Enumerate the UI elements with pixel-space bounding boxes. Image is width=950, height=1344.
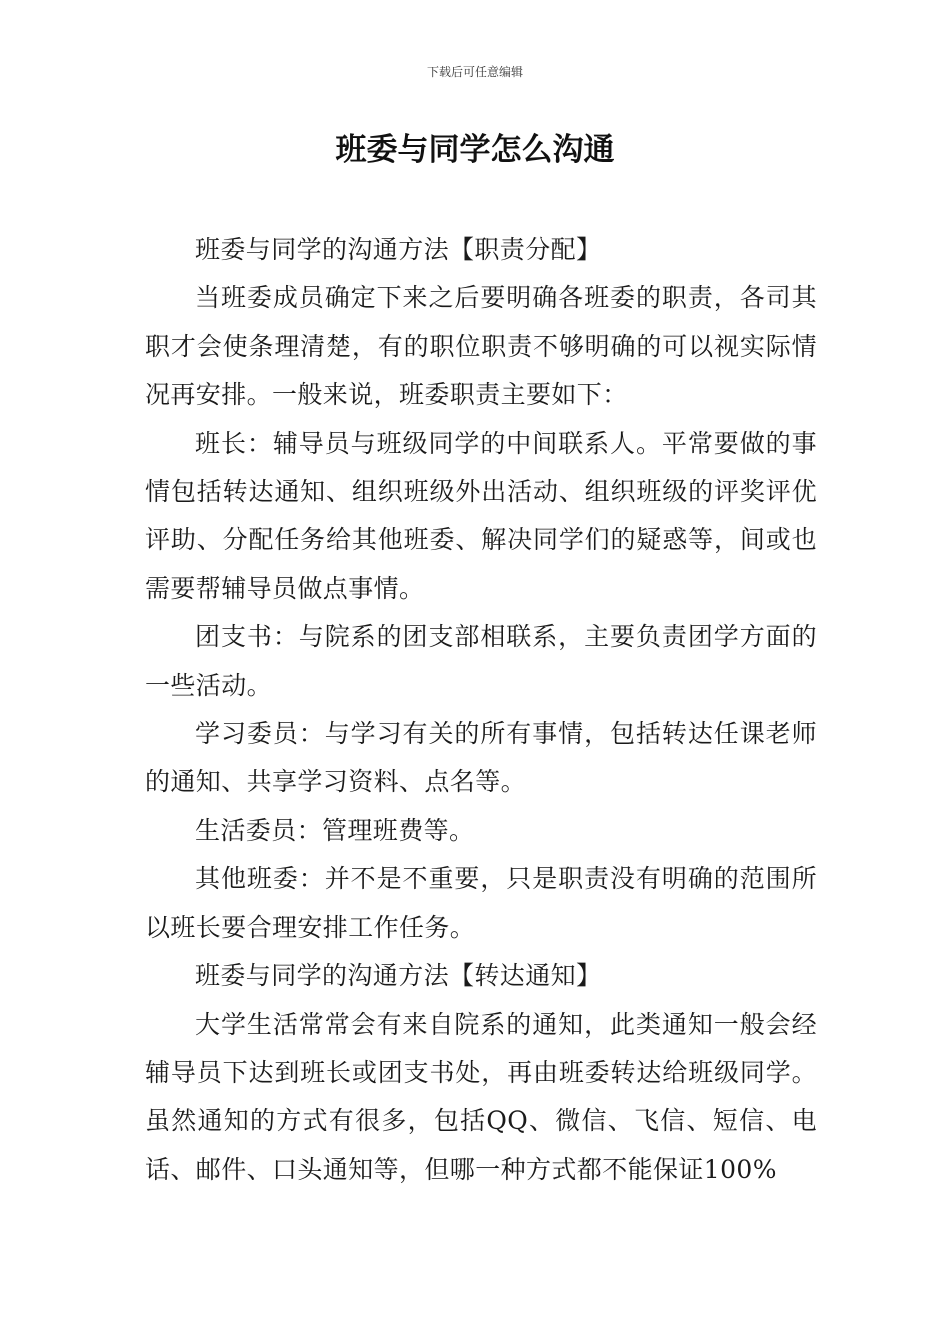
document-body xyxy=(145,226,817,1194)
paragraph-notice: 大学生活常常会有来自院系的通知，此类通知一般会经辅导员下达到班长或团支书处，再由班委转达给班级同学。虽然通知的方式有很多，包括QQ、微信、飞信、短信、电话、邮件、口头通知等，但哪一种方式都不能保证100% xyxy=(145,1009,817,1184)
paragraph-monitor: 班长：辅导员与班级同学的中间联系人。平常要做的事情包括转达通知、组织班级外出活动、组织班级的评奖评优评助、分配任务给其他班委、解决同学们的疑惑等，间或也需要帮辅导员做点事情。 xyxy=(145,428,817,603)
paragraph: 当班委成员确定下来之后要明确各班委的职责，各司其职才会使条理清楚，有的职位职责不够明确的可以视实际情况再安排。一般来说，班委职责主要如下： xyxy=(145,283,817,410)
page-title: 班委与同学怎么沟通 xyxy=(335,132,615,168)
paragraph-league-secretary: 团支书：与院系的团支部相联系，主要负责团学方面的一些活动。 xyxy=(145,622,817,700)
header-note: 下载后可任意编辑 xyxy=(426,65,523,79)
section-heading-notice: 班委与同学的沟通方法【转达通知】 xyxy=(195,961,602,991)
paragraph-other-committee: 其他班委：并不是不重要，只是职责没有明确的范围所以班长要合理安排工作任务。 xyxy=(145,864,817,942)
paragraph-life-committee: 生活委员：管理班费等。 xyxy=(195,815,475,845)
paragraph-study-committee: 学习委员：与学习有关的所有事情，包括转达任课老师的通知、共享学习资料、点名等。 xyxy=(145,719,817,797)
section-heading-duty: 班委与同学的沟通方法【职责分配】 xyxy=(195,235,602,264)
